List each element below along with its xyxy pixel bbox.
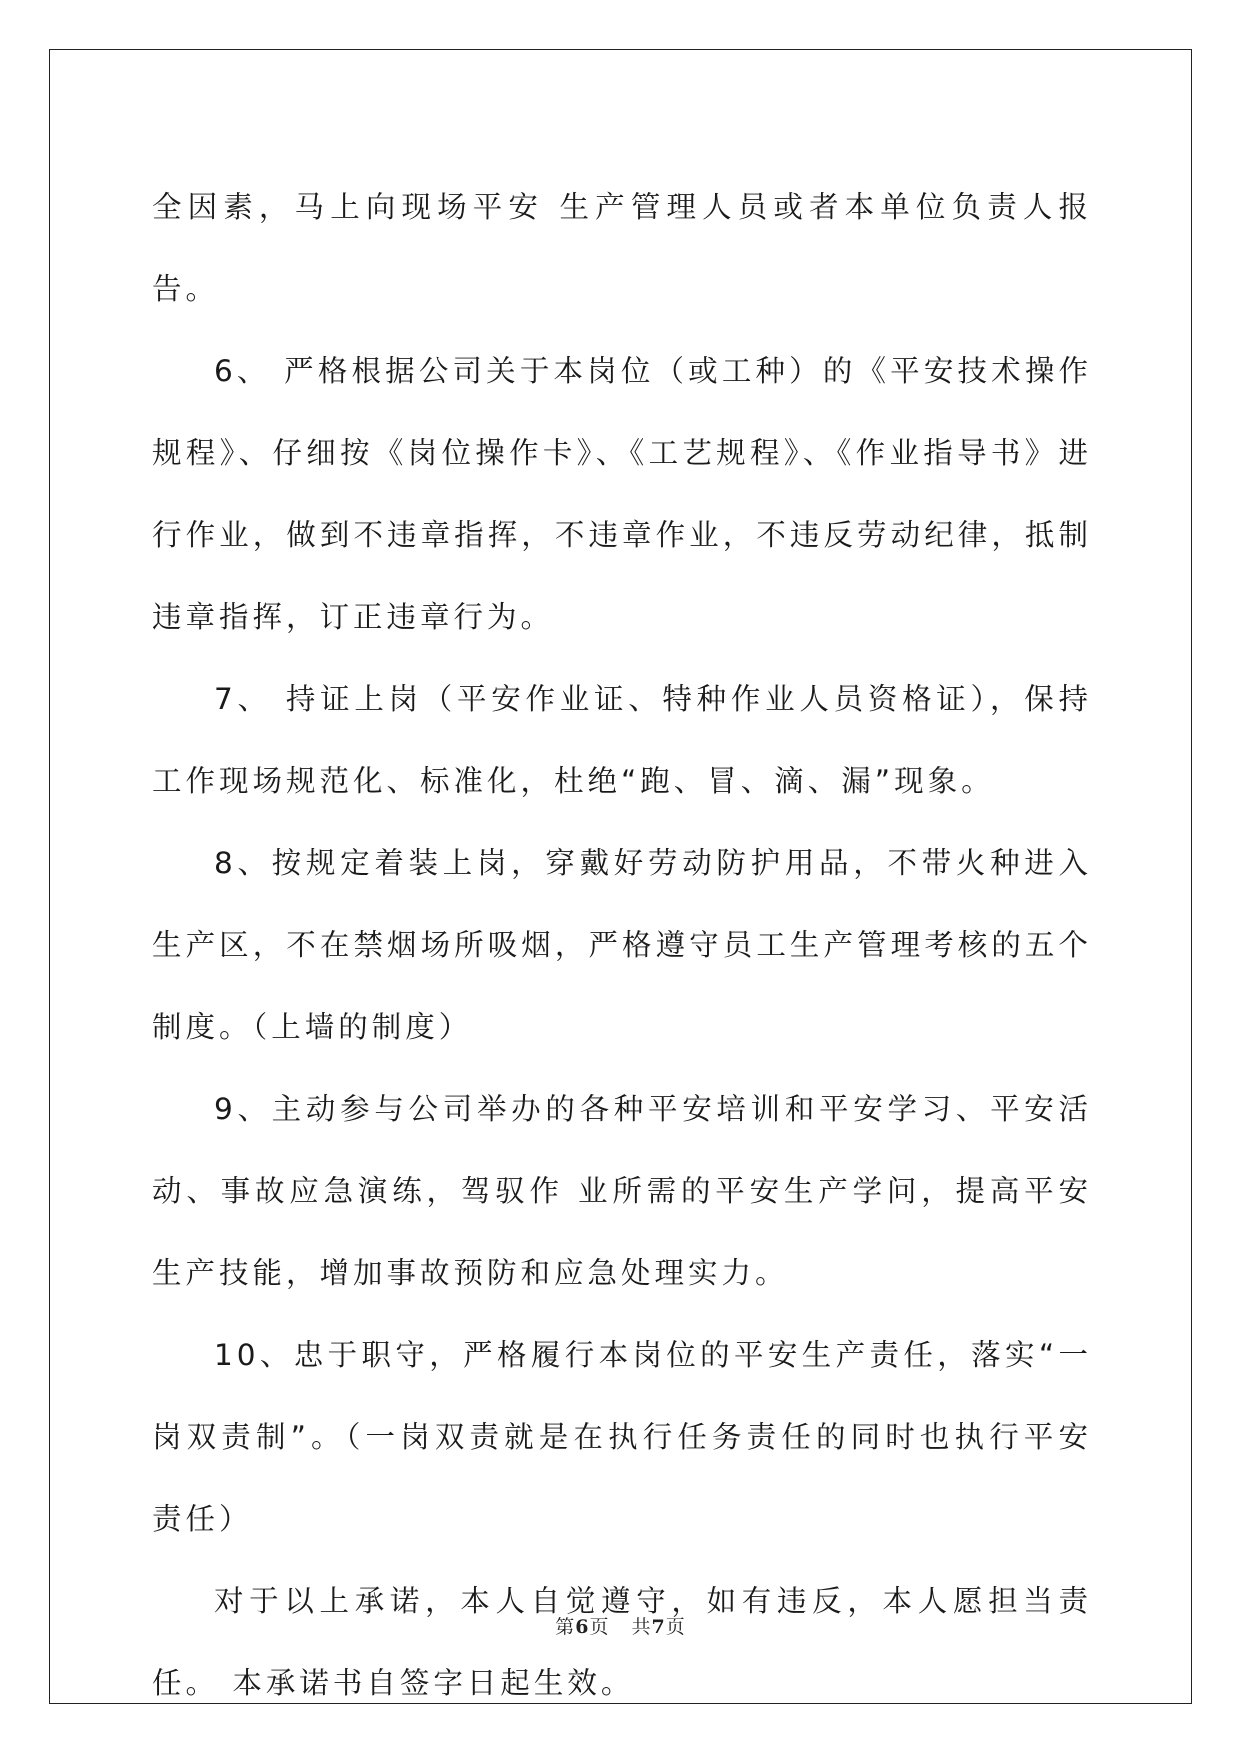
paragraph-item-10: 10、忠于职守，严格履行本岗位的平安生产责任，落实“一岗双责制”。（一岗双责就是在执行任务责任的同时也执行平安责任） xyxy=(152,1338,1092,1536)
footer-prefix: 第 xyxy=(555,1616,576,1638)
footer-page-number: 6 xyxy=(575,1616,590,1638)
paragraph-item-9: 9、主动参与公司举办的各种平安培训和平安学习、平安活动、事故应急演练，驾驭作 业所需的平安生产学问，提高平安生产技能，增加事故预防和应急处理实力。 xyxy=(152,1092,1092,1290)
paragraph-item-7: 7、 持证上岗（平安作业证、特种作业人员资格证），保持工作现场规范化、标准化，杜绝“跑、冒、滴、漏”现象。 xyxy=(152,682,1092,798)
footer-total-suffix: 页 xyxy=(665,1616,686,1638)
page-footer xyxy=(0,1612,1241,1639)
paragraph-item-6: 6、 严格根据公司关于本岗位（或工种）的《平安技术操作规程》、仔细按《岗位操作卡》、《工艺规程》、《作业指导书》进行作业，做到不违章指挥，不违章作业，不违反劳动纪律，抵制违章指挥，订正违章行为。 xyxy=(152,354,1092,634)
paragraph-item-8: 8、按规定着装上岗，穿戴好劳动防护用品，不带火种进入生产区，不在禁烟场所吸烟，严格遵守员工生产管理考核的五个制度。（上墙的制度） xyxy=(152,846,1092,1044)
footer-page-suffix: 页 xyxy=(589,1616,610,1638)
footer-total-pages: 7 xyxy=(651,1616,666,1638)
paragraph-closing: 对于以上承诺，本人自觉遵守，如有违反，本人愿担当责任。 本承诺书自签字日起生效。 xyxy=(152,1584,1092,1700)
document-body xyxy=(152,166,1092,1724)
paragraph-continuation: 全因素，马上向现场平安 生产管理人员或者本单位负责人报告。 xyxy=(152,190,1092,306)
footer-total-prefix: 共 xyxy=(631,1616,652,1638)
